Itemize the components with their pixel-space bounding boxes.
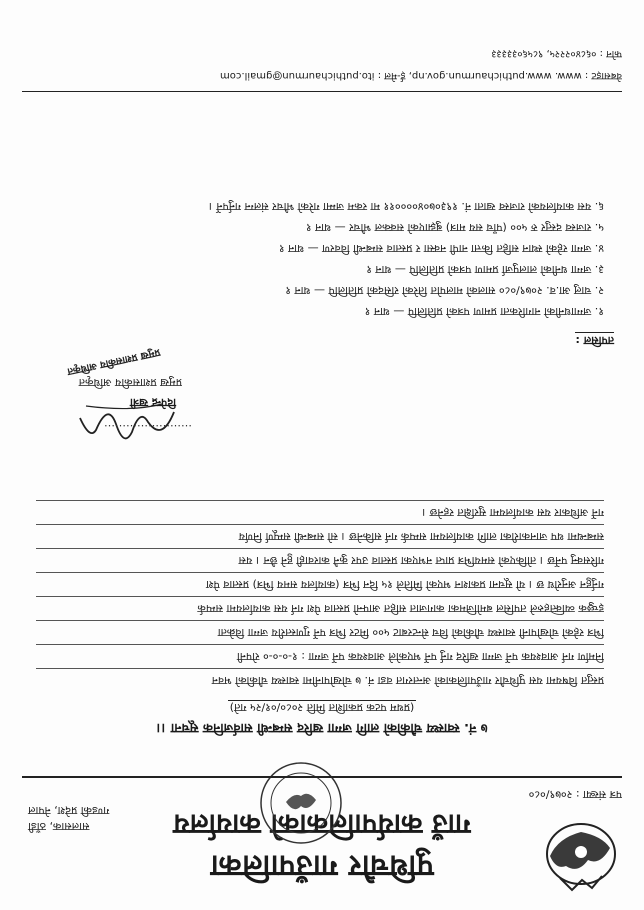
- attachments-label: तपसिल :: [575, 334, 614, 347]
- footer-phone: फोन : ०६८४०२२२५, ९८५६०३३३३३: [491, 48, 622, 59]
- notice-date: (प्रथम पटक प्रकाशित मिति २०८०/०१/२५ गते): [229, 701, 415, 714]
- body-line: प्रस्तुत विषयमा यस पुथिचौर गाउँपालिकाको अन्तरगत वडा नं. ७ चोखोपानीमा स्वास्थ्य चौकीको भवन: [36, 668, 604, 692]
- reference-number: पत्र संख्या : २०७९/०८०: [528, 788, 622, 801]
- body-line: गर्नुहुन अनुरोध छ । यो सूचना प्रकाशन भएको मितिले १५ दिन भित्र (कार्यालय समय भित्र) प्रस्ताव पेश: [36, 572, 604, 596]
- address-line: सालसाक, ठाँडी: [28, 820, 90, 833]
- attachments-list: [44, 196, 604, 322]
- signatory-name: दिपेन्द्र खत्री: [130, 396, 176, 409]
- notice-body: [36, 500, 604, 692]
- body-line: गरिसक्नु पर्नेछ । तोकिएको समयभित्र प्राप्त नभएका प्रस्ताव उपर कुनै कारवाही हुने छैन । यस: [36, 548, 604, 572]
- footer-divider: [22, 91, 622, 92]
- signatory-role: प्रमुख प्रशासकीय अधिकृत: [78, 376, 182, 389]
- body-line: सम्बन्धमा थप जानकारीका लागि कार्यालयमा सम्पर्क गर्न सकिनेछ । सो सम्बन्धी सम्पूर्ण निर्णय: [36, 524, 604, 548]
- list-item: ४. जग्गा रहेको स्थान सहित कित्ता नापी नक्सा र प्रस्ताव सम्बन्धी विवरण — थान १: [278, 242, 604, 255]
- signature-line: ……………………: [104, 422, 192, 435]
- list-item: ६. यस कार्यालयको राजस्व खाता नं. १९३०७०४००००११ मा रकम जम्मा गरेको भौचर संलग्न गर्नुपर्ने ।: [208, 200, 604, 213]
- municipality-title: पुथिचौर गाउँपालिका: [210, 848, 434, 883]
- header-divider: [22, 776, 622, 778]
- body-line: गर्ने अधिकार यस कार्यालयमा सुरक्षित रहनेछ ।: [36, 500, 604, 524]
- list-item: १. जग्गाधनीको नागरिकता प्रमाण पत्रको प्रतिलिपि — थान १: [364, 305, 604, 318]
- list-item: ५. राजस्व दस्तुर रु ५०० (पाँच सय मात्र) बुझाएको सक्कल भौचर — थान १: [305, 221, 604, 234]
- office-subtitle: गाउँ कार्यपालिकाको कार्यालय: [173, 808, 471, 841]
- list-item: ३. जग्गा धनीको लालपुर्जा प्रमाण पत्रको प्रतिलिपि — थान १: [366, 263, 604, 276]
- notice-subtitle: [0, 700, 644, 715]
- footer-contact: वेबसाइट : www. www.puthichaurmun.gov.np, ई-मेल : ito.puthichaurmun@gmail.com: [220, 70, 622, 81]
- body-line: इच्छुक व्यक्तिहरुले तपसिल बमोजिमका कागजात सहित आफ्नो प्रस्ताव पेश गर्न यस कार्यालयमा सम्पर्क: [36, 596, 604, 620]
- office-seal-icon: [258, 760, 344, 846]
- notice-title: ७ नं. स्वास्थ्य चौकीको लागि जग्गा खरिद सम्बन्धी सार्वजनिक सूचना ।।: [156, 720, 488, 735]
- body-line: निर्माण गर्न आवश्यक पर्ने जग्गा खरिद गर्नु पर्ने भएकोले आवश्यक पर्ने जग्गा : १-०-०-० रोपनी: [36, 644, 604, 668]
- list-item: २. चालु आ.व. २०७९/०८० सालको मालपोत तिरेको रसिदको प्रतिलिपि — थान १: [285, 284, 604, 297]
- address-province: गण्डकी प्रदेश, नेपाल: [28, 804, 110, 817]
- body-line: भित्र रहेको चोखोपानी स्वास्थ्य चौकीको विच सेन्टरबाट ५०० मिटर भित्र पर्ने गुणस्तरीय जग्गा विक्रेता: [36, 620, 604, 644]
- official-stamp: प्रमुख प्रशासकीय अधिकृत: [66, 346, 162, 377]
